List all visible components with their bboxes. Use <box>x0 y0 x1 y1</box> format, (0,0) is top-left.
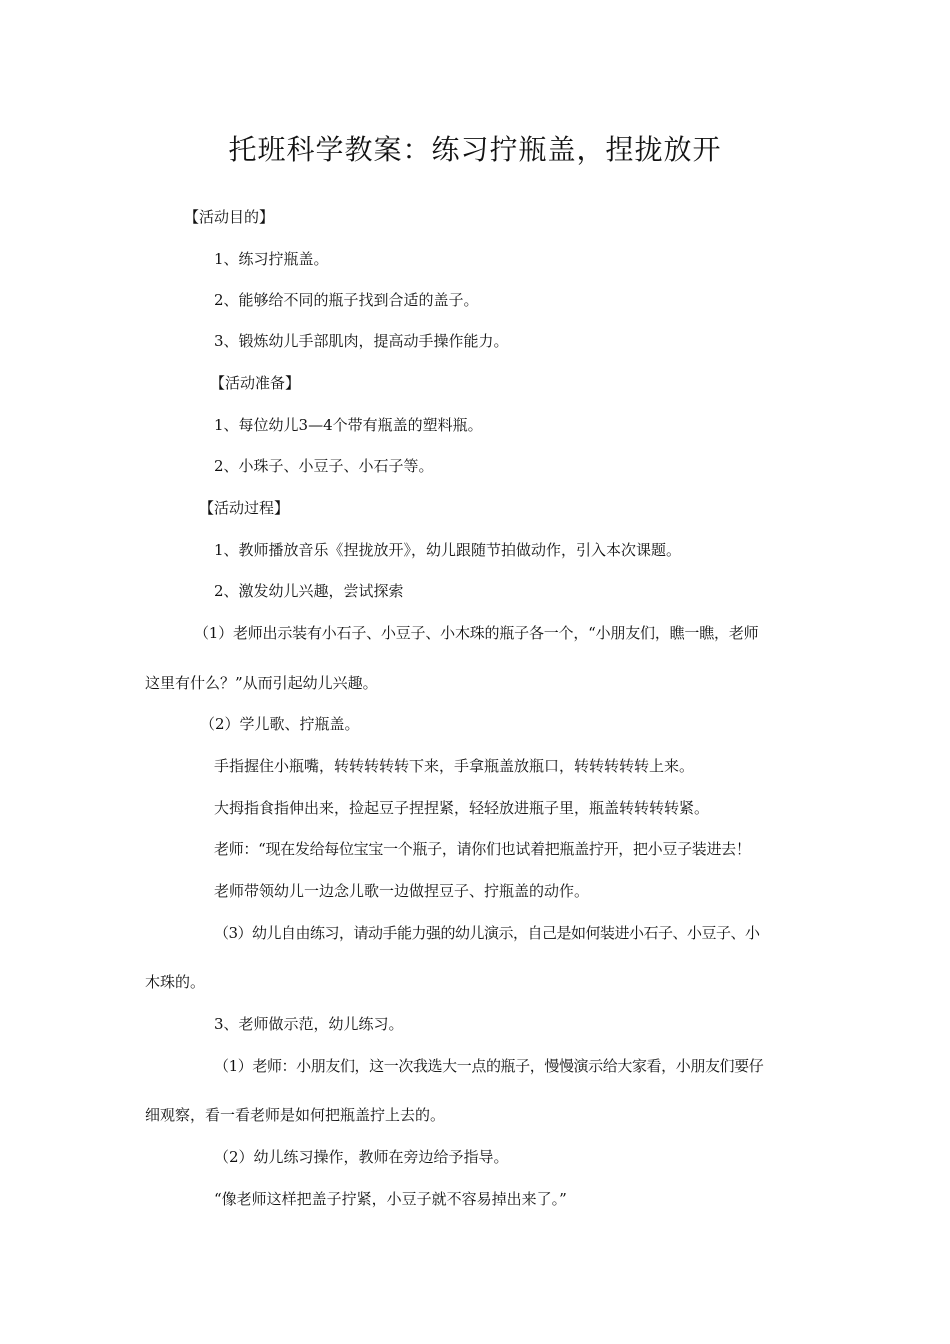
rhyme-line: 大拇指食指伸出来，捡起豆子捏捏紧，轻轻放进瓶子里，瓶盖转转转转紧。 <box>214 799 710 817</box>
paragraph-line: （1）老师：小朋友们，这一次我选大一点的瓶子，慢慢演示给大家看，小朋友们要仔 <box>214 1057 764 1075</box>
document-title: 托班科学教案：练习拧瓶盖，捏拢放开 <box>228 133 722 166</box>
paragraph-line: 这里有什么？”从而引起幼儿兴趣。 <box>145 674 378 692</box>
paragraph-line: 1、练习拧瓶盖。 <box>214 250 329 268</box>
paragraph-line: 木珠的。 <box>145 973 206 991</box>
paragraph-line: 3、老师做示范，幼儿练习。 <box>214 1015 404 1033</box>
paragraph-line: 细观察，看一看老师是如何把瓶盖拧上去的。 <box>145 1106 446 1124</box>
paragraph-line: 2、小珠子、小豆子、小石子等。 <box>214 457 434 475</box>
paragraph-line: 老师带领幼儿一边念儿歌一边做捏豆子、拧瓶盖的动作。 <box>214 882 590 900</box>
paragraph-line: 2、激发幼儿兴趣，尝试探索 <box>214 582 404 600</box>
paragraph-line: “像老师这样把盖子拧紧，小豆子就不容易掉出来了。” <box>214 1190 567 1208</box>
paragraph-line: 2、能够给不同的瓶子找到合适的盖子。 <box>214 291 479 309</box>
paragraph-line: （2）学儿歌、拧瓶盖。 <box>200 715 360 733</box>
section-heading-process: 【活动过程】 <box>199 499 290 517</box>
section-heading-goals: 【活动目的】 <box>184 208 275 226</box>
paragraph-line: （1）老师出示装有小石子、小豆子、小木珠的瓶子各一个，“小朋友们，瞧一瞧，老师 <box>194 624 759 642</box>
paragraph-line: 1、教师播放音乐《捏拢放开》，幼儿跟随节拍做动作，引入本次课题。 <box>214 541 682 559</box>
paragraph-line: （3）幼儿自由练习，请动手能力强的幼儿演示，自己是如何装进小石子、小豆子、小 <box>214 924 760 942</box>
paragraph-line: （2）幼儿练习操作，教师在旁边给予指导。 <box>214 1148 509 1166</box>
rhyme-line: 手指握住小瓶嘴，转转转转转下来，手拿瓶盖放瓶口，转转转转转上来。 <box>214 757 695 775</box>
paragraph-line: 3、锻炼幼儿手部肌肉，提高动手操作能力。 <box>214 332 509 350</box>
section-heading-preparation: 【活动准备】 <box>210 374 301 392</box>
paragraph-line: 老师：“现在发给每位宝宝一个瓶子，请你们也试着把瓶盖拧开，把小豆子装进去！ <box>214 840 751 858</box>
paragraph-line: 1、每位幼儿3—4个带有瓶盖的塑料瓶。 <box>214 416 483 434</box>
